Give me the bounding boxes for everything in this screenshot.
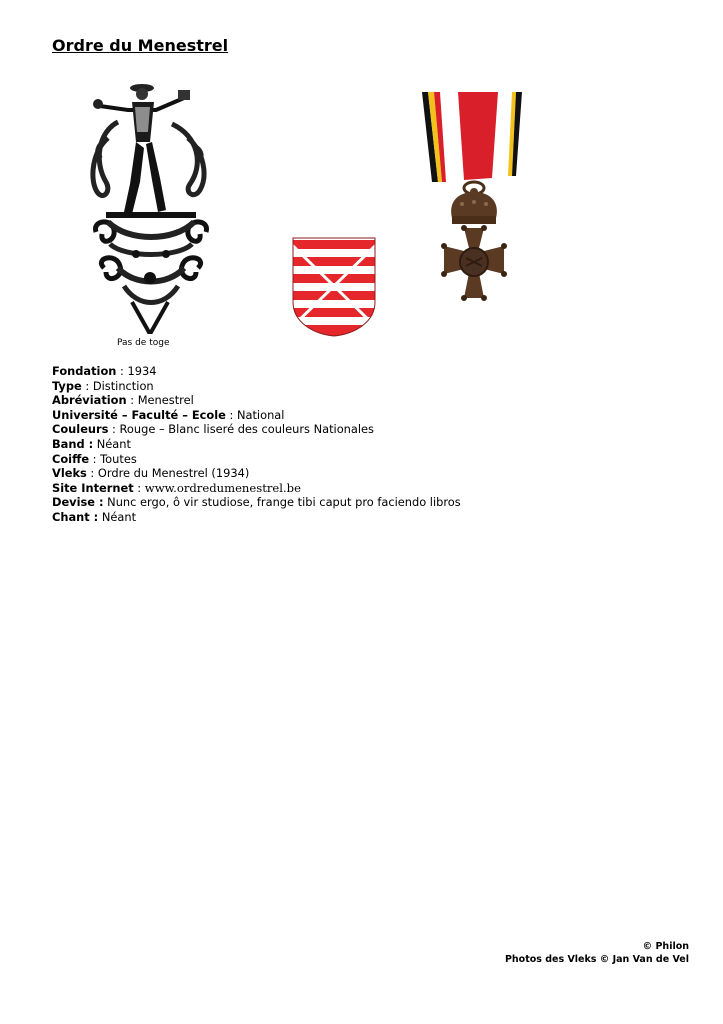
footer-copyright: © Philon <box>642 941 689 952</box>
info-value: Rouge – Blanc liseré des couleurs Nationales <box>119 422 374 437</box>
page-title: Ordre du Menestrel <box>52 36 229 55</box>
crowned-cross-medal-icon <box>418 92 528 332</box>
figure-caption: Pas de toge <box>117 338 170 348</box>
info-label: Université – Faculté – Ecole <box>52 407 226 422</box>
footer-photo-credit: Photos des Vleks © Jan Van de Vel <box>504 954 689 965</box>
info-label: Vleks <box>52 466 87 481</box>
info-row-universite: Université – Faculté – Ecole : National <box>52 407 285 422</box>
info-row-abreviation: Abréviation : Menestrel <box>52 393 194 408</box>
info-row-type: Type : Distinction <box>52 378 154 393</box>
info-value: Nunc ergo, ô vir studiose, frange tibi caput pro faciendo libros <box>107 495 461 510</box>
website-link[interactable]: www.ordredumenestrel.be <box>144 480 301 495</box>
info-row-band <box>52 437 461 452</box>
info-value: National <box>236 407 285 422</box>
info-label: Abréviation <box>52 393 127 408</box>
info-value: Toutes <box>100 451 137 466</box>
info-row-site: Site Internet : www.ordredumenestrel.be <box>52 480 301 495</box>
info-label: Chant : <box>52 509 99 524</box>
info-value: Ordre du Menestrel (1934) <box>97 466 250 481</box>
info-label: Coiffe <box>52 451 90 466</box>
footer-credits <box>505 940 689 966</box>
info-label: Couleurs <box>52 422 109 437</box>
info-row-fondation: Fondation : 1934 <box>52 364 157 378</box>
info-value: Néant <box>101 509 137 524</box>
info-row-chant <box>52 510 461 525</box>
info-value: Distinction <box>92 378 154 393</box>
info-row-vleks: Vleks : Ordre du Menestrel (1934) <box>52 466 250 481</box>
info-value: Néant <box>96 436 131 451</box>
minstrel-engraving-icon <box>88 72 216 334</box>
info-label: Devise : <box>52 495 104 510</box>
info-block <box>52 364 461 525</box>
info-row-coiffe: Coiffe : Toutes <box>52 451 137 466</box>
red-white-striped-shield-icon <box>291 236 377 338</box>
info-row-couleurs: Couleurs : Rouge – Blanc liseré des couleurs Nationales <box>52 422 374 437</box>
info-row-devise <box>52 495 461 510</box>
info-label: Type <box>52 378 82 393</box>
info-value: Menestrel <box>137 393 194 408</box>
info-label: Band : <box>52 436 94 451</box>
info-label: Site Internet <box>52 480 134 495</box>
info-label: Fondation <box>52 364 117 378</box>
info-value: 1934 <box>127 364 157 378</box>
